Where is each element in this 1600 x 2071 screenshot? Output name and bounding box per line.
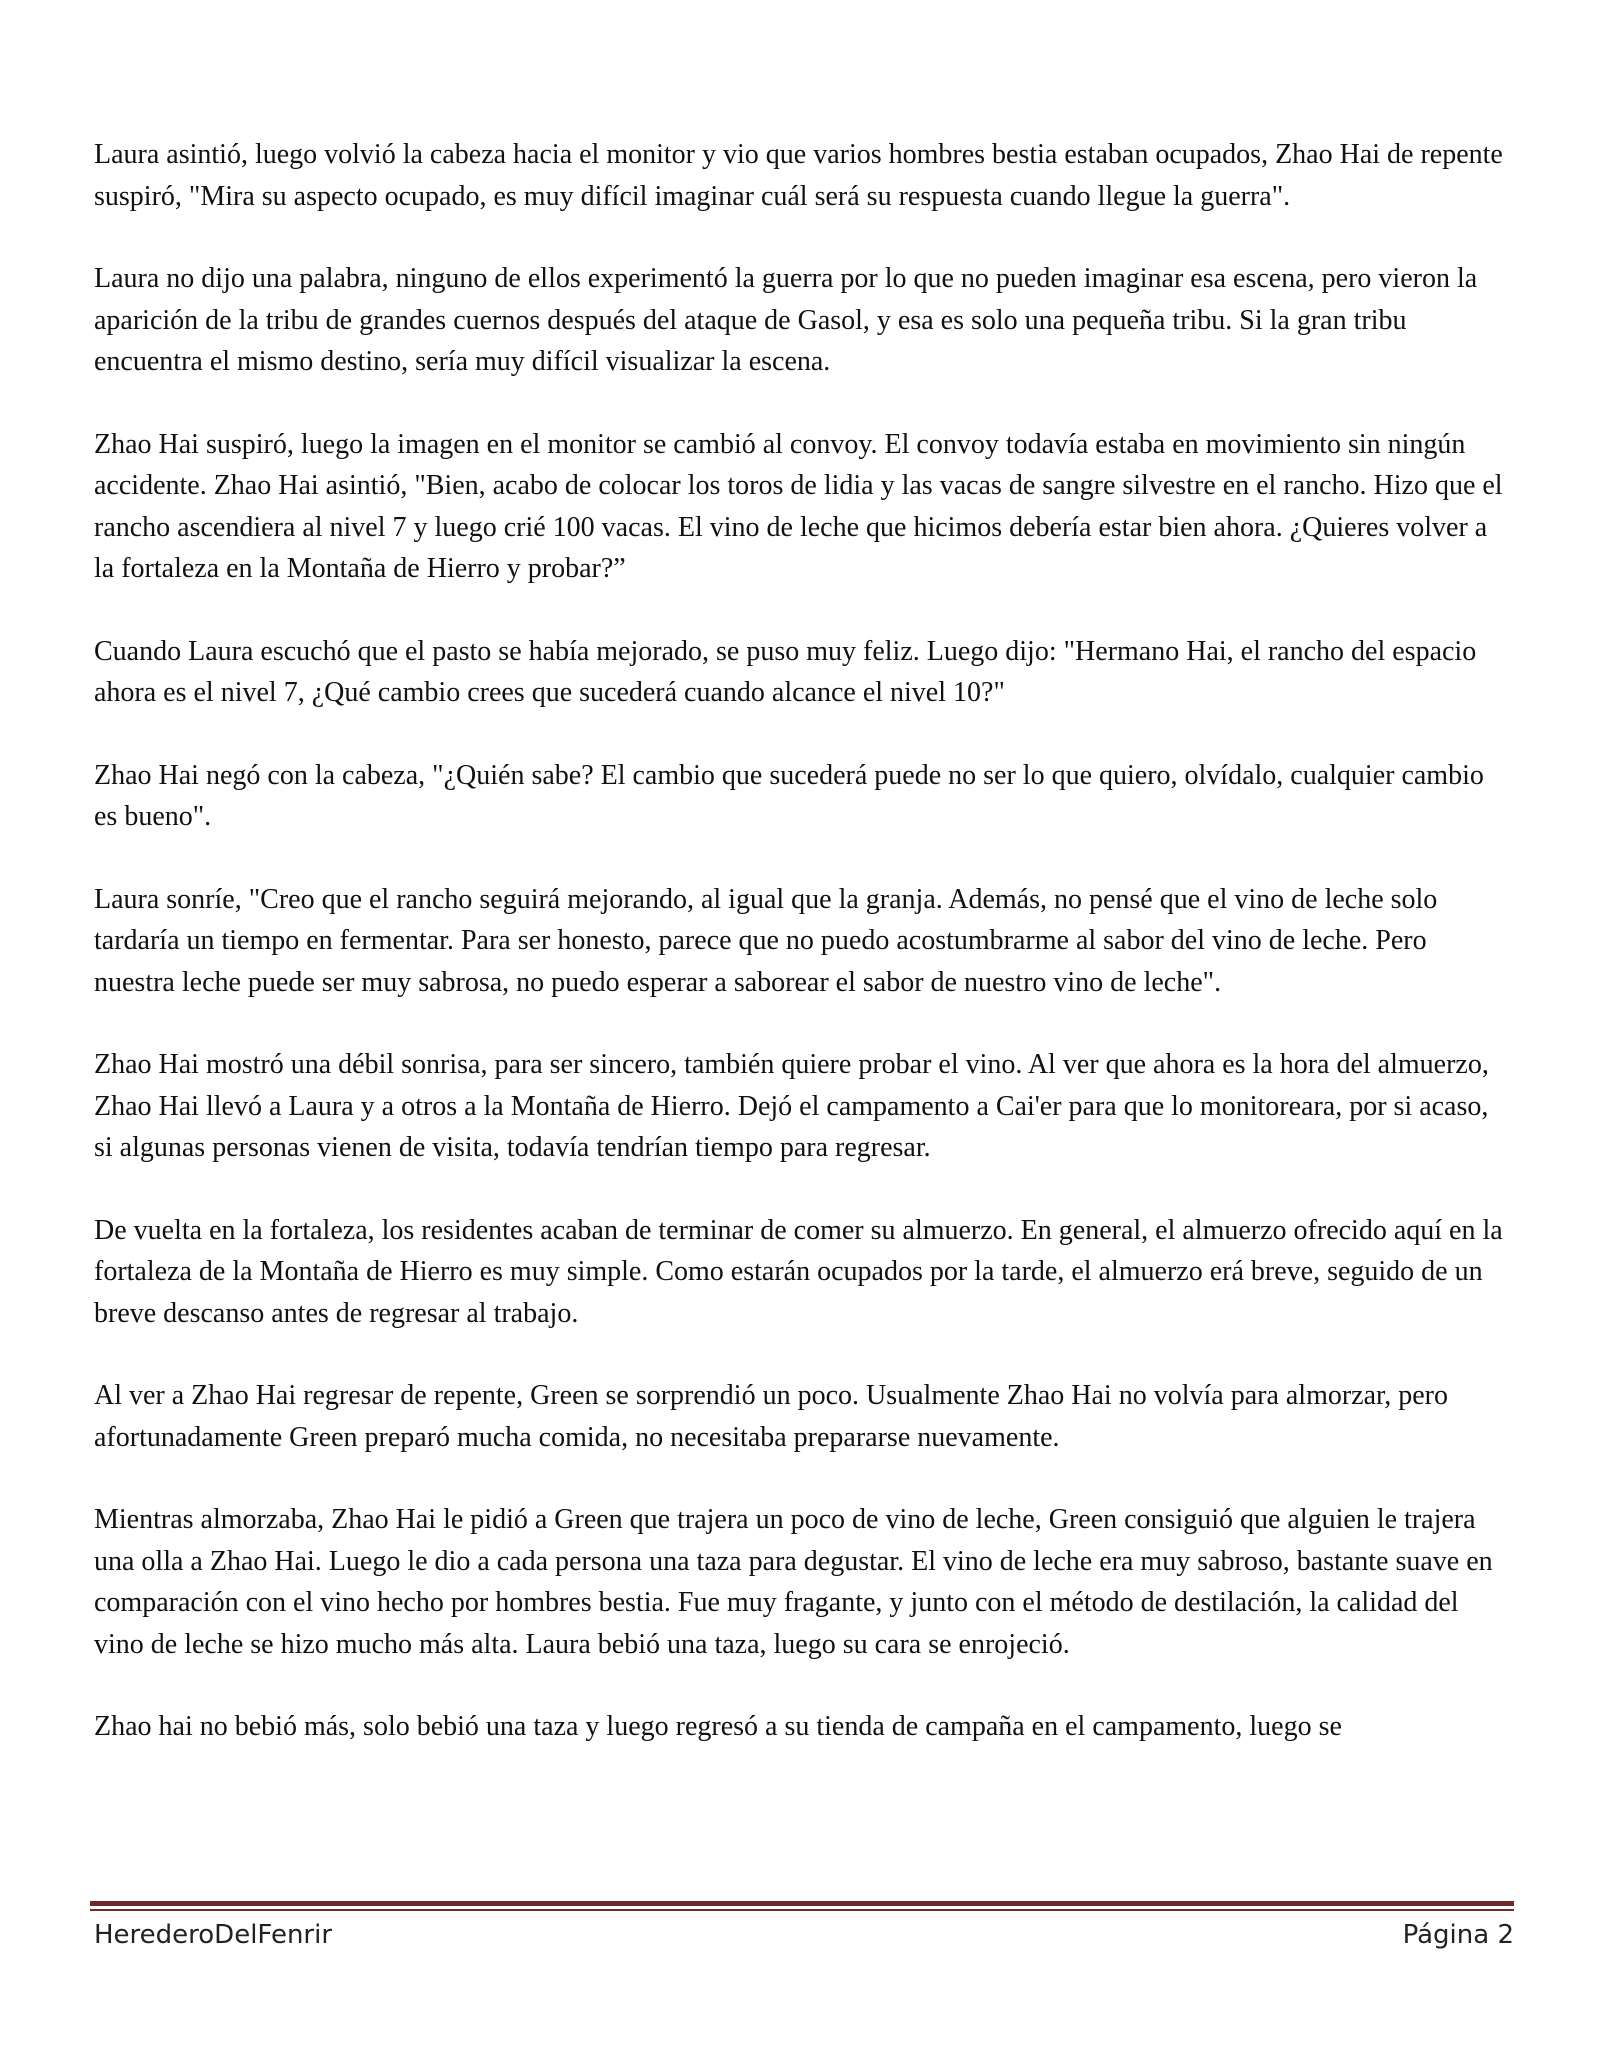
paragraph-4: Cuando Laura escuchó que el pasto se había mejorado, se puso muy feliz. Luego dijo: "Hermano Hai, el rancho del espacio ahora es el nivel 7, ¿Qué cambio crees que sucederá cuando alcance el nivel 10?"	[94, 635, 1477, 708]
footer-rule-thin	[90, 1909, 1514, 1911]
paragraph-6: Laura sonríe, "Creo que el rancho seguirá mejorando, al igual que la granja. Además, no pensé que el vino de leche solo tardaría un tiempo en fermentar. Para ser honesto, parece que no puedo acostumbrarme al sabor del vino de leche. Pero nuestra leche puede ser muy sabrosa, no puedo esperar a saborear el sabor de nuestro vino de leche".	[94, 883, 1438, 998]
paragraph-2: Laura no dijo una palabra, ninguno de ellos experimentó la guerra por lo que no pueden imaginar esa escena, pero vieron la aparición de la tribu de grandes cuernos después del ataque de Gasol, y esa es solo una pequeña tribu. Si la gran tribu encuentra el mismo destino, sería muy difícil visualizar la escena.	[94, 263, 1478, 377]
paragraph-5: Zhao Hai negó con la cabeza, "¿Quién sabe? El cambio que sucederá puede no ser lo que quiero, olvídalo, cualquier cambio es bueno".	[94, 759, 1484, 832]
document-body	[94, 134, 1514, 1789]
paragraph-7: Zhao Hai mostró una débil sonrisa, para ser sincero, también quiere probar el vino. Al ver que ahora es la hora del almuerzo, Zhao Hai llevó a Laura y a otros a la Montaña de Hierro. Dejó el campamento a Cai'er para que lo monitoreara, por si acaso, si algunas personas vienen de visita, todavía tendrían tiempo para regresar.	[94, 1049, 1489, 1163]
footer-author: HerederoDelFenrir	[94, 1920, 333, 1950]
paragraph-11: Zhao hai no bebió más, solo bebió una taza y luego regresó a su tienda de campaña en el campamento, luego se	[94, 1711, 1342, 1742]
footer-page-number: Página 2	[1402, 1920, 1514, 1950]
footer-rule-thick	[90, 1901, 1514, 1906]
paragraph-1: Laura asintió, luego volvió la cabeza hacia el monitor y vio que varios hombres bestia estaban ocupados, Zhao Hai de repente suspiró, "Mira su aspecto ocupado, es muy difícil imaginar cuál será su respuesta cuando llegue la guerra".	[94, 139, 1503, 212]
paragraph-10: Mientras almorzaba, Zhao Hai le pidió a Green que trajera un poco de vino de leche, Green consiguió que alguien le trajera una olla a Zhao Hai. Luego le dio a cada persona una taza para degustar. El vino de leche era muy sabroso, bastante suave en comparación con el vino hecho por hombres bestia. Fue muy fragante, y junto con el método de destilación, la calidad del vino de leche se hizo mucho más alta. Laura bebió una taza, luego su cara se enrojeció.	[94, 1504, 1493, 1660]
paragraph-3: Zhao Hai suspiró, luego la imagen en el monitor se cambió al convoy. El convoy todavía estaba en movimiento sin ningún accidente. Zhao Hai asintió, "Bien, acabo de colocar los toros de lidia y las vacas de sangre silvestre en el rancho. Hizo que el rancho ascendiera al nivel 7 y luego crié 100 vacas. El vino de leche que hicimos debería estar bien ahora. ¿Quieres volver a la fortaleza en la Montaña de Hierro y probar?”	[94, 428, 1503, 584]
paragraph-9: Al ver a Zhao Hai regresar de repente, Green se sorprendió un poco. Usualmente Zhao Hai no volvía para almorzar, pero afortunadamente Green preparó mucha comida, no necesitaba prepararse nuevamente.	[94, 1380, 1448, 1453]
paragraph-8: De vuelta en la fortaleza, los residentes acaban de terminar de comer su almuerzo. En general, el almuerzo ofrecido aquí en la fortaleza de la Montaña de Hierro es muy simple. Como estarán ocupados por la tarde, el almuerzo erá breve, seguido de un breve descanso antes de regresar al trabajo.	[94, 1214, 1503, 1329]
